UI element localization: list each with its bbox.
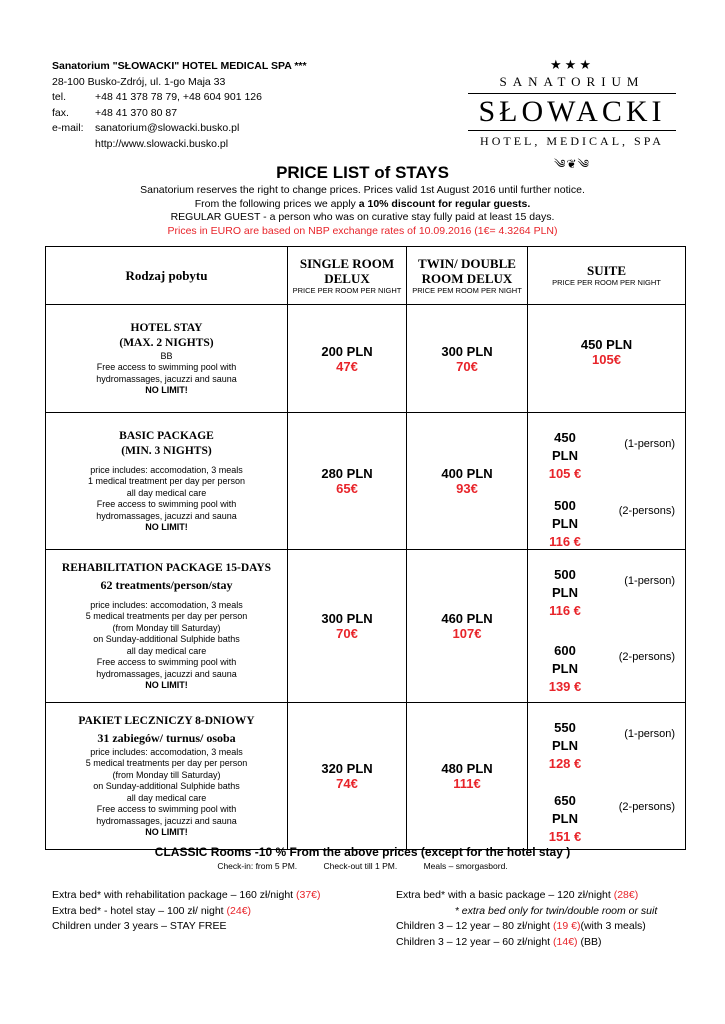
table-row xyxy=(46,703,686,850)
discount-note-pre: From the following prices we apply xyxy=(194,197,359,210)
suite-occupancy-note: (2-persons) xyxy=(618,505,675,517)
meals-info: Meals – smorgasbord. xyxy=(423,861,508,871)
package-line: hydromassages, jacuzzi and sauna xyxy=(96,373,237,384)
suite-price-eur: 139 € xyxy=(548,679,582,694)
no-limit-note: NO LIMIT! xyxy=(145,522,188,532)
children-bb-eur: (14€) xyxy=(553,935,578,948)
double-price-pln: 480 PLN xyxy=(441,761,493,776)
double-price-eur: 93€ xyxy=(456,481,478,496)
single-price-eur: 74€ xyxy=(336,776,358,791)
extra-bed-note: * extra bed only for twin/double room or suit xyxy=(454,904,658,917)
no-limit-note: NO LIMIT! xyxy=(145,385,188,395)
extras-left xyxy=(52,888,321,935)
suite-one-person xyxy=(540,566,590,620)
single-price-eur: 70€ xyxy=(336,626,358,641)
suite-price-pln: 550 PLN xyxy=(552,720,578,753)
double-price-pln: 460 PLN xyxy=(441,611,493,626)
header-double xyxy=(407,247,528,305)
double-price-eur: 70€ xyxy=(456,358,478,374)
extra-bed-hotel-eur: (24€) xyxy=(226,904,252,917)
children-3-12-bb xyxy=(396,935,706,951)
suite-price-pln: 500 PLN xyxy=(552,498,578,531)
children-under-3: Children under 3 years – STAY FREE xyxy=(52,920,227,932)
suite-price-cell xyxy=(528,413,686,550)
table-row xyxy=(46,550,686,703)
suite-price-pln: 500 PLN xyxy=(552,567,578,600)
email-label: e-mail: xyxy=(52,122,84,134)
suite-price-pln: 600 PLN xyxy=(552,643,578,676)
suite-price-eur: 116 € xyxy=(549,534,581,549)
double-price-cell xyxy=(407,703,528,850)
fax-value: +48 41 370 80 87 xyxy=(95,106,178,119)
suite-occupancy-note: (1-person) xyxy=(624,575,675,587)
stars-icon: ★★★ xyxy=(550,57,594,72)
classic-discount: CLASSIC Rooms -10 % From the above prices (except for the hotel stay ) xyxy=(154,845,571,859)
address: 28-100 Busko-Zdrój, ul. 1-go Maja 33 xyxy=(52,75,226,88)
header-single-sub: PRICE PER ROOM PER NIGHT xyxy=(292,285,402,295)
suite-price-eur: 105 € xyxy=(548,466,582,481)
children-meals-eur: (19 €) xyxy=(553,920,581,932)
package-line: Free access to swimming pool with xyxy=(96,657,237,667)
package-line: price includes: accomodation, 3 meals xyxy=(90,464,243,475)
suite-price-pln: 650 PLN xyxy=(552,793,578,826)
page-title: PRICE LIST of STAYS xyxy=(276,163,449,182)
package-subtitle: (MIN. 3 NIGHTS) xyxy=(121,444,212,457)
suite-one-person xyxy=(540,719,590,773)
header-double-label: TWIN/ DOUBLE ROOM DELUX xyxy=(418,255,516,286)
single-price-cell xyxy=(288,305,407,413)
tel-value: +48 41 378 78 79, +48 604 901 126 xyxy=(95,91,262,103)
single-price-cell xyxy=(288,703,407,850)
package-line: Free access to swimming pool with xyxy=(96,499,237,509)
package-line: price includes: accomodation, 3 meals xyxy=(90,746,243,757)
double-price-pln: 300 PLN xyxy=(441,343,493,359)
discount-note xyxy=(0,198,725,212)
single-price-cell xyxy=(288,413,407,550)
table-row xyxy=(46,305,686,413)
package-line: (from Monday till Saturday) xyxy=(112,622,221,633)
title-block xyxy=(0,162,725,238)
single-price-pln: 320 PLN xyxy=(321,761,373,776)
suite-price-cell xyxy=(528,703,686,850)
package-line: hydromassages, jacuzzi and sauna xyxy=(96,668,237,679)
table-header-row xyxy=(46,247,686,305)
single-price-eur: 65€ xyxy=(336,481,358,496)
suite-two-persons xyxy=(540,497,590,551)
email-link[interactable]: sanatorium@slowacki.busko.pl xyxy=(95,122,240,134)
checkin-time: Check-in: from 5 PM. xyxy=(217,861,298,871)
suite-occupancy-note: (2-persons) xyxy=(618,801,675,813)
email-row xyxy=(52,121,307,137)
suite-price-pln: 450 PLN xyxy=(580,337,633,352)
checkin-row xyxy=(0,860,725,872)
package-line: 1 medical treatment per day per person xyxy=(87,476,246,486)
children-meals-text: Children 3 – 12 year – 80 zł/night xyxy=(396,920,554,932)
extras-right xyxy=(396,888,706,950)
package-title: PAKIET LECZNICZY 8-DNIOWY xyxy=(78,714,255,727)
package-line: Free access to swimming pool with xyxy=(96,804,237,814)
package-line: all day medical care xyxy=(126,487,207,498)
double-price-cell xyxy=(407,550,528,703)
suite-price-eur: 105€ xyxy=(592,352,621,367)
logo xyxy=(466,57,678,171)
validity-note: Sanatorium reserves the right to change prices. Prices valid 1st August 2016 until further notice. xyxy=(140,184,585,196)
package-cell xyxy=(46,703,288,850)
header-stay-type-label: Rodzaj pobytu xyxy=(125,268,208,283)
suite-price-eur: 151 € xyxy=(548,829,582,844)
extra-bed-hotel xyxy=(52,904,321,920)
extra-bed-rehab xyxy=(52,888,321,904)
package-line: 5 medical treatments per day per person xyxy=(85,758,248,768)
tel-row xyxy=(52,90,307,106)
package-line: price includes: accomodation, 3 meals xyxy=(90,599,243,610)
header-stay-type xyxy=(46,247,288,305)
logo-line-2: SŁOWACKI xyxy=(478,95,666,128)
package-subtitle: 62 treatments/person/stay xyxy=(100,577,233,592)
package-line: 5 medical treatments per day per person xyxy=(85,611,248,621)
package-line: all day medical care xyxy=(126,792,207,803)
header-double-sub: PRICE PEM ROOM PER NIGHT xyxy=(412,285,522,295)
children-3-12-meals xyxy=(396,919,706,935)
header-suite-label: SUITE xyxy=(586,263,627,278)
discount-note-bold: a 10% discount for regular guests. xyxy=(358,197,531,210)
double-price-cell xyxy=(407,413,528,550)
suite-occupancy-note: (1-person) xyxy=(624,438,675,450)
package-cell xyxy=(46,413,288,550)
logo-frame xyxy=(468,93,676,131)
single-price-cell xyxy=(288,550,407,703)
extra-bed-basic xyxy=(396,888,706,904)
extra-bed-basic-eur: (28€) xyxy=(613,889,639,901)
extra-bed-basic-text: Extra bed* with a basic package – 120 zł/night xyxy=(396,889,614,901)
extra-bed-hotel-text: Extra bed* - hotel stay – 100 zł/ night xyxy=(52,904,227,917)
fax-label: fax. xyxy=(52,106,69,119)
package-title: HOTEL STAY xyxy=(130,321,203,334)
classic-rooms-note xyxy=(0,844,725,872)
ornament-icon: ༄❦༄ xyxy=(554,157,590,171)
package-line: hydromassages, jacuzzi and sauna xyxy=(96,510,237,521)
double-price-eur: 107€ xyxy=(452,626,482,641)
header-single-label: SINGLE ROOM DELUX xyxy=(299,255,395,286)
suite-price-pair xyxy=(528,550,685,702)
package-line: all day medical care xyxy=(126,645,207,656)
single-price-pln: 200 PLN xyxy=(321,343,373,359)
single-price-pln: 280 PLN xyxy=(321,466,373,481)
header-suite xyxy=(528,247,686,305)
suite-price-eur: 116 € xyxy=(549,603,581,618)
suite-price-cell xyxy=(528,305,686,413)
package-line: on Sunday-additional Sulphide baths xyxy=(93,634,240,644)
no-limit-note: NO LIMIT! xyxy=(145,827,188,837)
children-bb-text: Children 3 – 12 year – 60 zł/night xyxy=(396,935,554,948)
suite-occupancy-note: (2-persons) xyxy=(618,651,675,663)
logo-line-3: HOTEL, MEDICAL, SPA xyxy=(480,134,664,148)
package-cell xyxy=(46,305,288,413)
fax-row xyxy=(52,106,307,122)
hotel-name: Sanatorium "SŁOWACKI" HOTEL MEDICAL SPA *** xyxy=(52,60,307,72)
package-line: BB xyxy=(160,350,173,361)
checkout-time: Check-out till 1 PM. xyxy=(323,861,398,871)
suite-occupancy-note: (1-person) xyxy=(624,728,675,740)
double-price-eur: 111€ xyxy=(453,776,481,791)
suite-price-cell xyxy=(528,550,686,703)
extra-bed-rehab-eur: (37€) xyxy=(296,889,321,901)
suite-one-person xyxy=(540,429,590,483)
suite-price-pln: 450 PLN xyxy=(552,430,578,463)
single-price-eur: 47€ xyxy=(336,358,358,374)
package-cell xyxy=(46,550,288,703)
header-single xyxy=(288,247,407,305)
no-limit-note: NO LIMIT! xyxy=(145,680,188,690)
suite-two-persons xyxy=(540,792,590,846)
suite-price-pair xyxy=(528,703,685,849)
double-price-cell xyxy=(407,305,528,413)
suite-price-pair xyxy=(528,413,685,549)
children-bb-suffix: (BB) xyxy=(577,935,602,948)
package-subtitle: (MAX. 2 NIGHTS) xyxy=(119,336,214,349)
package-line: Free access to swimming pool with xyxy=(96,362,237,372)
suite-two-persons xyxy=(540,642,590,696)
package-title: REHABILITATION PACKAGE 15-DAYS xyxy=(61,561,272,574)
regular-guest-note: REGULAR GUEST - a person who was on curative stay fully paid at least 15 days. xyxy=(170,211,555,223)
website-link[interactable]: http://www.slowacki.busko.pl xyxy=(95,137,229,150)
table-row xyxy=(46,413,686,550)
children-meals-suffix: (with 3 meals) xyxy=(580,920,646,932)
logo-line-1: SANATORIUM xyxy=(499,74,645,89)
package-line: (from Monday till Saturday) xyxy=(112,769,221,780)
package-subtitle: 31 zabiegów/ turnus/ osoba xyxy=(97,730,236,745)
extra-bed-rehab-text: Extra bed* with rehabilitation package – 160 zł/night xyxy=(52,889,296,901)
tel-label: tel. xyxy=(52,91,67,103)
single-price-pln: 300 PLN xyxy=(321,611,373,626)
contact-block xyxy=(52,59,307,152)
package-title: BASIC PACKAGE xyxy=(119,429,214,442)
package-line: hydromassages, jacuzzi and sauna xyxy=(96,815,237,826)
double-price-pln: 400 PLN xyxy=(441,466,493,481)
exchange-rate-note: Prices in EURO are based on NBP exchange rates of 10.09.2016 (1€= 4.3264 PLN) xyxy=(167,224,558,237)
header-suite-sub: PRICE PER ROOM PER NIGHT xyxy=(552,278,661,287)
suite-price-eur: 128 € xyxy=(548,756,582,771)
package-line: on Sunday-additional Sulphide baths xyxy=(93,781,240,791)
price-table xyxy=(45,246,686,850)
